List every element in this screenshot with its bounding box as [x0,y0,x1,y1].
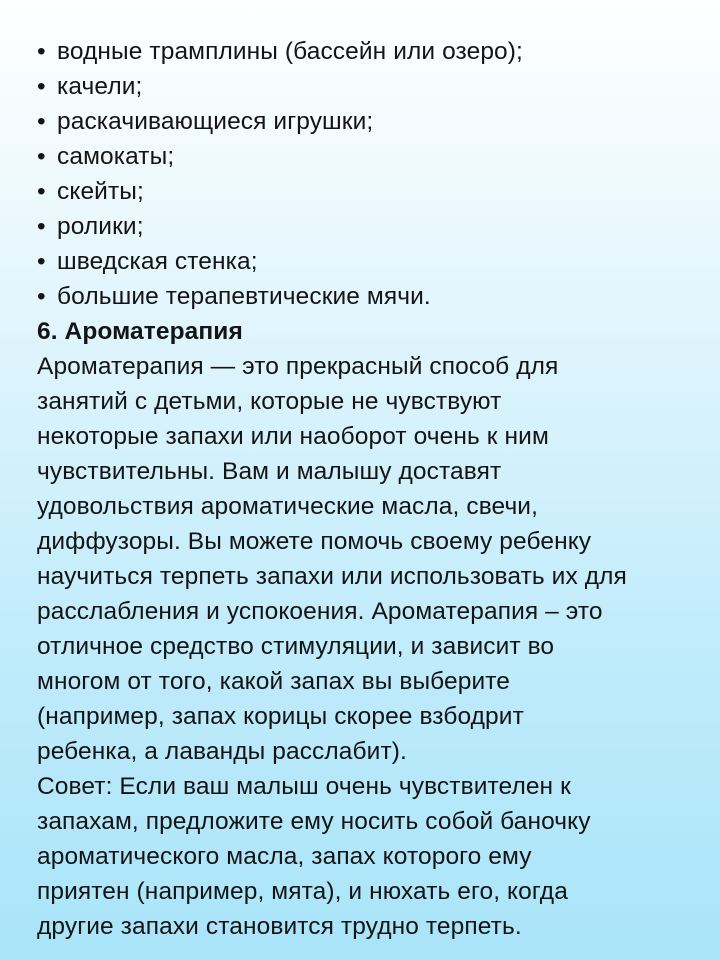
list-item-text: шведская стенка; [57,248,258,275]
paragraph-line: некоторые запахи или наоборот очень к ним [37,423,549,450]
bullet-icon: • [37,73,46,100]
bullet-icon: • [37,108,46,135]
paragraph-line: научиться терпеть запахи или использовать их для [37,563,627,590]
tip-line: другие запахи становится трудно терпеть. [37,913,522,940]
list-item [37,34,690,69]
paragraph-line: ребенка, а лаванды расслабит). [37,738,407,765]
list-item [37,174,690,209]
sensory-equipment-list [37,34,690,314]
tip-line: ароматического масла, запах которого ему [37,843,532,870]
bullet-icon: • [37,213,46,240]
paragraph-line: диффузоры. Вы можете помочь своему ребенку [37,528,592,555]
paragraph-line: Ароматерапия — это прекрасный способ для [37,353,559,380]
paragraph-line: многом от того, какой запах вы выберите [37,668,511,695]
paragraph-line: удовольствия ароматические масла, свечи, [37,493,538,520]
tip-line: Совет: Если ваш малыш очень чувствителен к [37,773,571,800]
paragraph-line: занятий с детьми, которые не чувствуют [37,388,502,415]
bullet-icon: • [37,143,46,170]
list-item-text: ролики; [57,213,144,240]
bullet-icon: • [37,283,46,310]
list-item [37,279,690,314]
bullet-icon: • [37,38,46,65]
list-item [37,244,690,279]
list-item [37,209,690,244]
aromatherapy-paragraph [37,349,690,769]
list-item-text: раскачивающиеся игрушки; [57,108,374,135]
list-item [37,69,690,104]
tip-paragraph [37,769,690,944]
list-item-text: самокаты; [57,143,175,170]
list-item-text: скейты; [57,178,144,205]
list-item [37,104,690,139]
paragraph-line: чувствительны. Вам и малышу доставят [37,458,502,485]
tip-line: приятен (например, мята), и нюхать его, когда [37,878,568,905]
paragraph-line: расслабления и успокоения. Ароматерапия – это [37,598,603,625]
bullet-icon: • [37,248,46,275]
list-item-text: качели; [57,73,143,100]
paragraph-line: (например, запах корицы скорее взбодрит [37,703,524,730]
tip-line: запахам, предложите ему носить собой баночку [37,808,591,835]
paragraph-line: отличное средство стимуляции, и зависит во [37,633,555,660]
list-item [37,139,690,174]
bullet-icon: • [37,178,46,205]
section-heading: 6. Ароматерапия [37,318,243,345]
list-item-text: водные трамплины (бассейн или озеро); [57,38,523,65]
list-item-text: большие терапевтические мячи. [57,283,431,310]
